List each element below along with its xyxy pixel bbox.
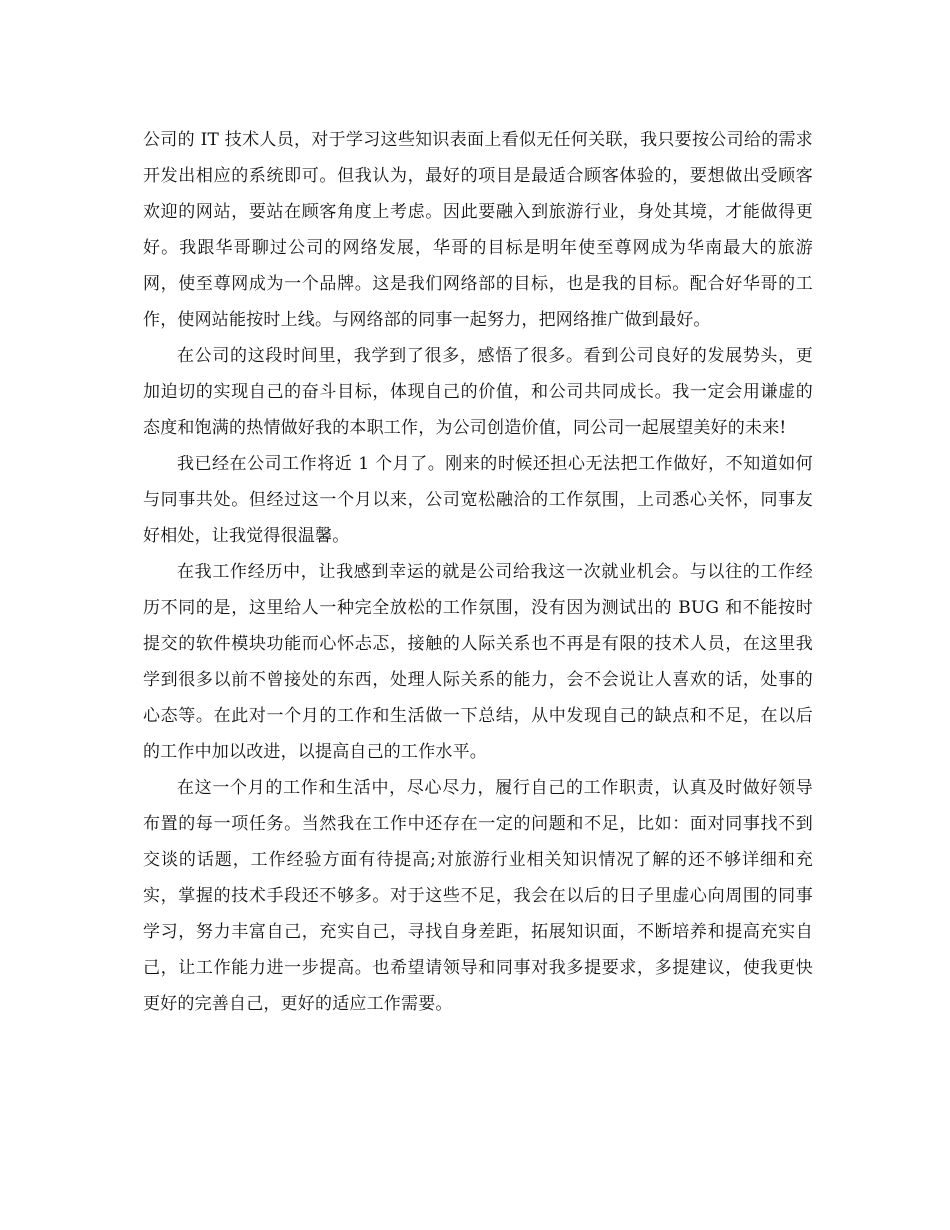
paragraph-5: 在这一个月的工作和生活中，尽心尽力，履行自己的工作职责，认真及时做好领导布置的每一项任务。当然我在工作中还存在一定的问题和不足，比如：面对同事找不到交谈的话题，工作经验方面有待提高;对旅游行业相关知识情况了解的还不够详细和充实，掌握的技术手段还不够多。对于这些不足，我会在以后的日子里虚心向周围的同事学习，努力丰富自己，充实自己，寻找自身差距，拓展知识面，不断培养和提高充实自己，让工作能力进一步提高。也希望请领导和同事对我多提要求，多提建议，使我更快更好的完善自己，更好的适应工作需要。 bbox=[143, 778, 813, 1014]
paragraph-2: 在公司的这段时间里，我学到了很多，感悟了很多。看到公司良好的发展势头，更加迫切的实现自己的奋斗目标，体现自己的价值，和公司共同成长。我一定会用谦虚的态度和饱满的热情做好我的本职工作，为公司创造价值，同公司一起展望美好的未来! bbox=[143, 346, 813, 438]
paragraph-1: 公司的 IT 技术人员，对于学习这些知识表面上看似无任何关联，我只要按公司给的需求开发出相应的系统即可。但我认为，最好的项目是最适合顾客体验的，要想做出受顾客欢迎的网站，要站在顾客角度上考虑。因此要融入到旅游行业，身处其境，才能做得更好。我跟华哥聊过公司的网络发展，华哥的目标是明年使至尊网成为华南最大的旅游网，使至尊网成为一个品牌。这是我们网络部的目标，也是我的目标。配合好华哥的工作，使网站能按时上线。与网络部的同事一起努力，把网络推广做到最好。 bbox=[143, 130, 813, 330]
document-body bbox=[143, 122, 813, 1022]
paragraph-3: 我已经在公司工作将近 1 个月了。刚来的时候还担心无法把工作做好，不知道如何与同事共处。但经过这一个月以来，公司宽松融洽的工作氛围，上司悉心关怀，同事友好相处，让我觉得很温馨。 bbox=[143, 454, 813, 546]
paragraph-4: 在我工作经历中，让我感到幸运的就是公司给我这一次就业机会。与以往的工作经历不同的是，这里给人一种完全放松的工作氛围，没有因为测试出的 BUG 和不能按时提交的软件模块功能而心怀忐忑，接触的人际关系也不再是有限的技术人员，在这里我学到很多以前不曾接处的东西，处理人际关系的能力，会不会说让人喜欢的话，处事的心态等。在此对一个月的工作和生活做一下总结，从中发现自己的缺点和不足，在以后的工作中加以改进，以提高自己的工作水平。 bbox=[143, 562, 813, 762]
